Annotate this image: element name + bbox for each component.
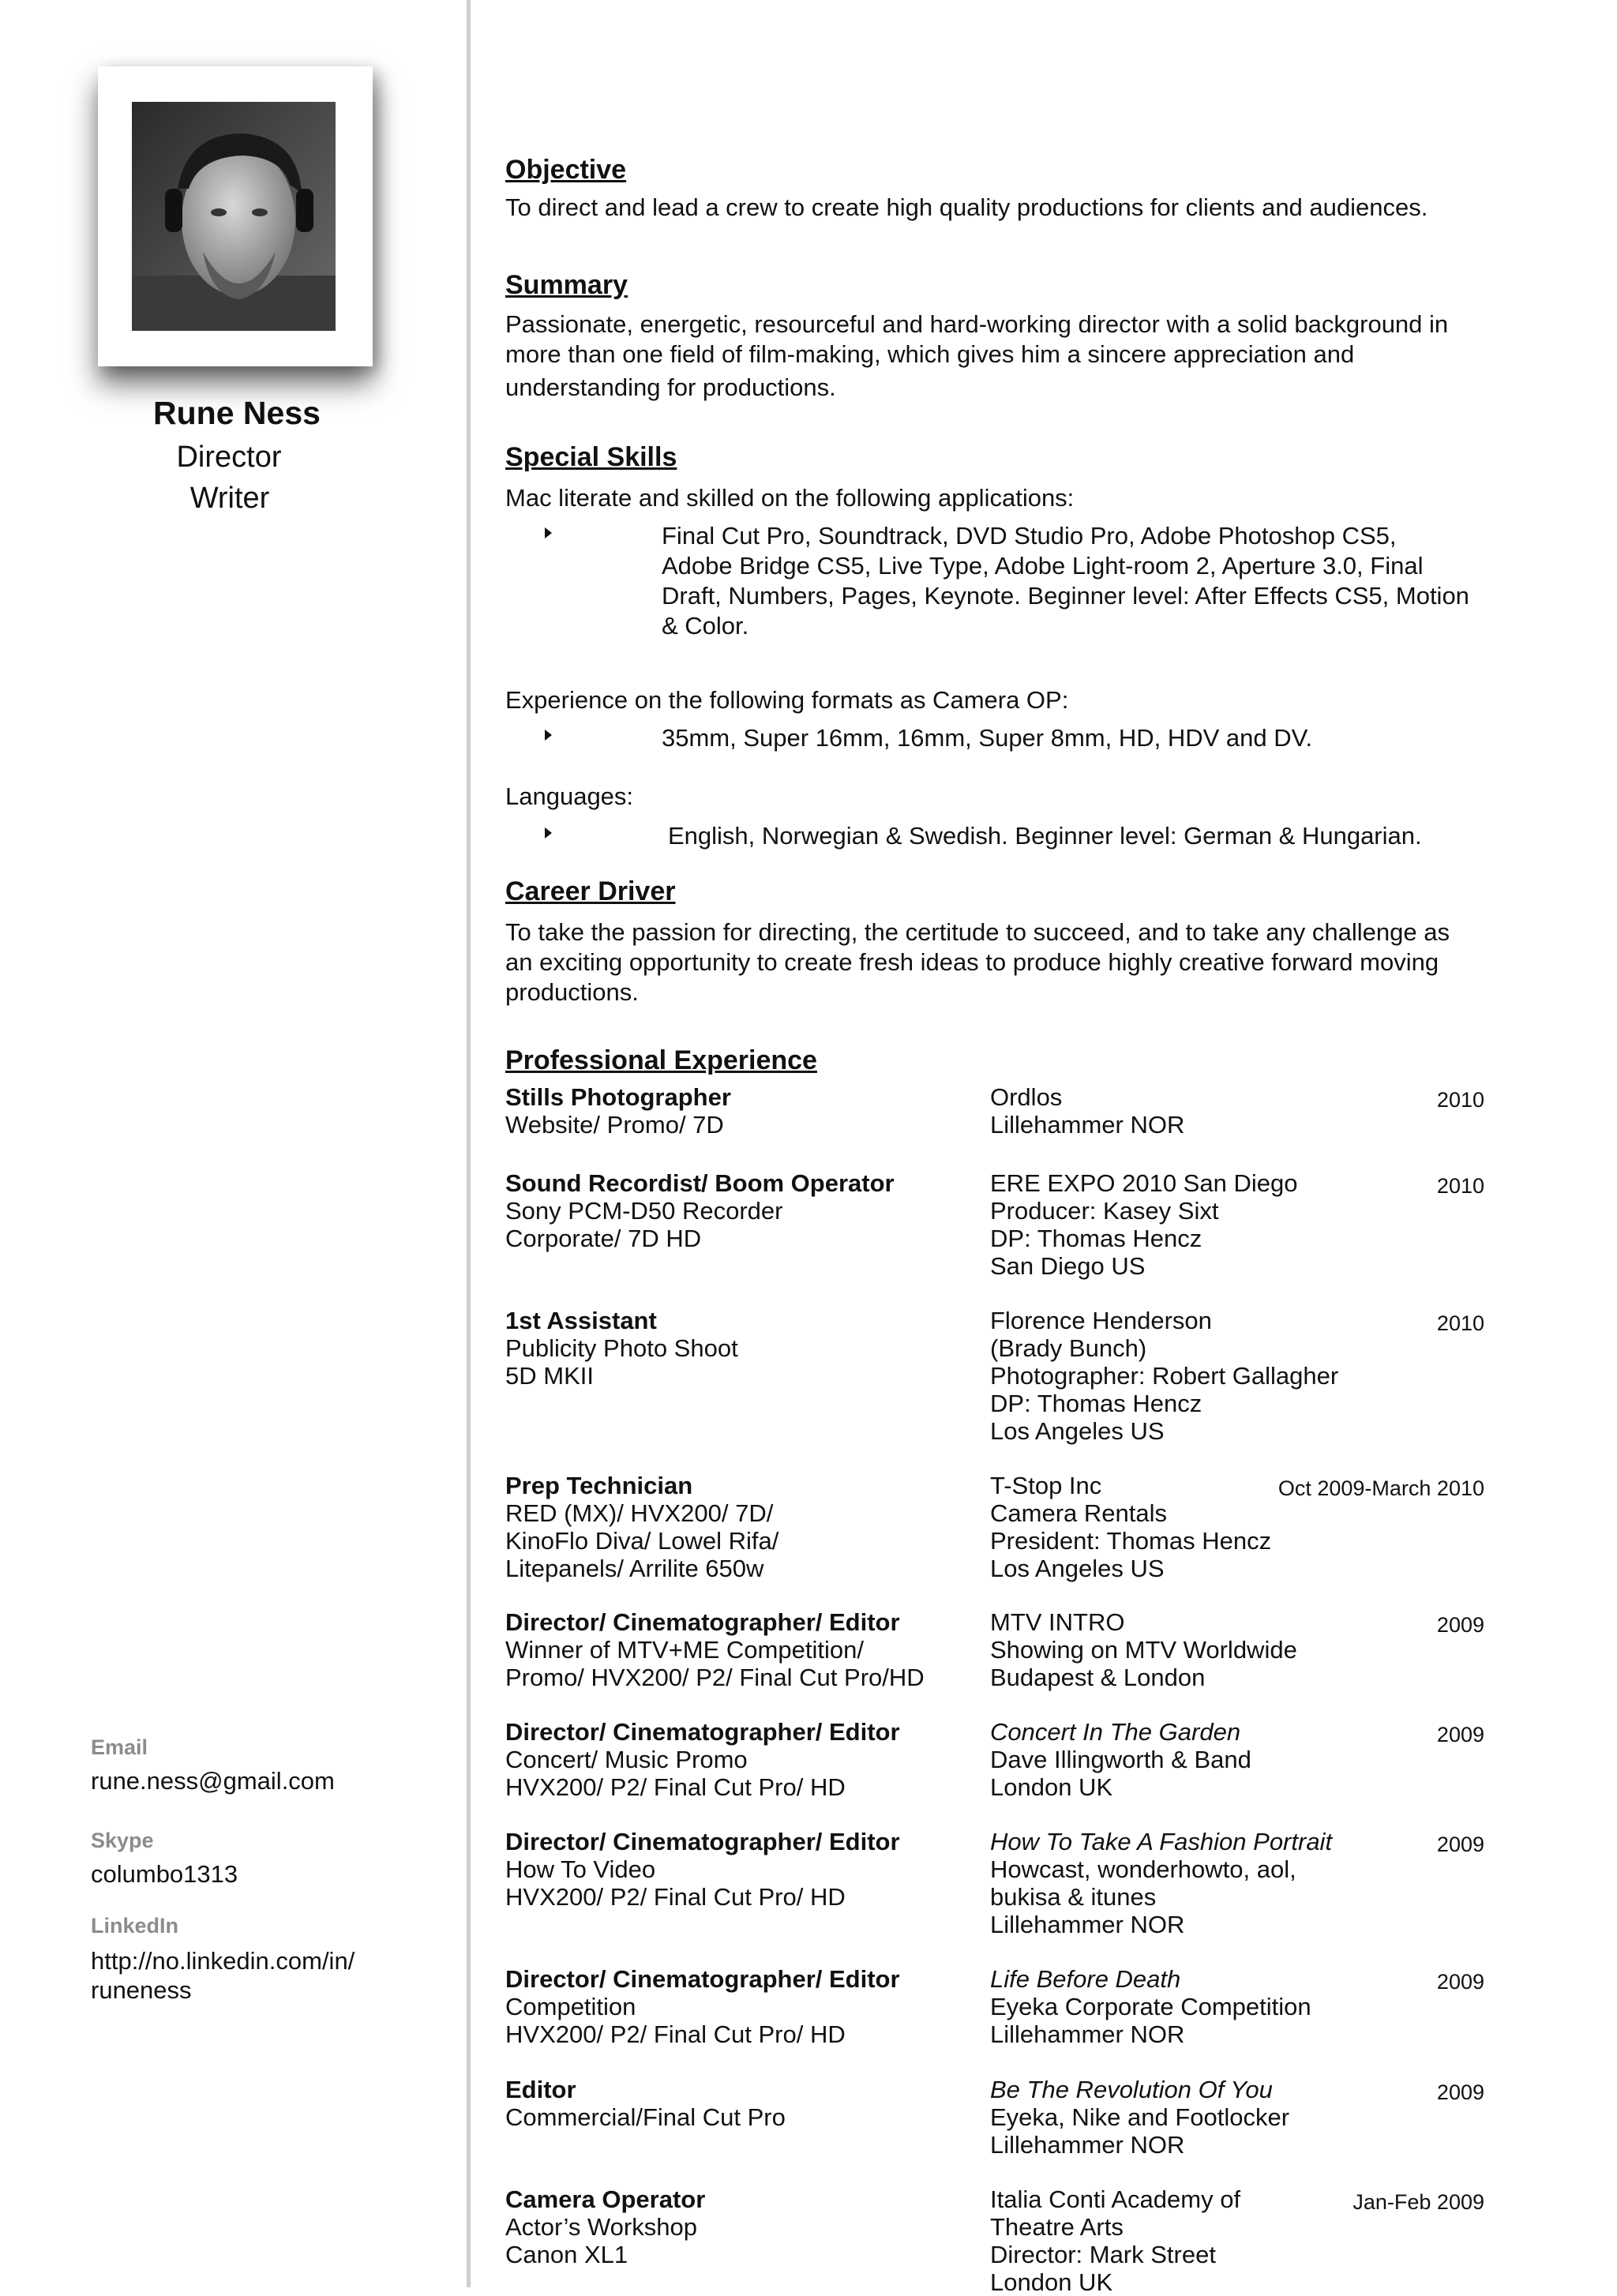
career-driver-line: To take the passion for directing, the certitude to succeed, and to take any challenge as — [505, 918, 1450, 946]
experience-org-detail: (Brady Bunch) — [990, 1334, 1147, 1362]
experience-org-detail: Howcast, wonderhowto, aol, — [990, 1855, 1296, 1883]
experience-org-block — [990, 2076, 1401, 2159]
experience-date: 2009 — [1436, 2080, 1484, 2104]
linkedin-value[interactable] — [91, 1946, 438, 2005]
objective-heading: Objective — [505, 155, 627, 185]
skype-value: columbo1313 — [91, 1860, 238, 1888]
experience-org-detail: London UK — [990, 1773, 1113, 1801]
skills-apps-line: & Color. — [662, 612, 749, 640]
experience-org-detail: Lillehammer NOR — [990, 2020, 1185, 2048]
experience-date: 2010 — [1436, 1088, 1484, 1112]
experience-detail: Actor’s Workshop — [505, 2213, 697, 2241]
email-value[interactable]: rune.ness@gmail.com — [91, 1767, 335, 1795]
experience-title: 1st Assistant — [505, 1307, 657, 1334]
career-driver-line: an exciting opportunity to create fresh ideas to produce highly creative forward moving — [505, 948, 1439, 976]
experience-org-detail: Director: Mark Street — [990, 2241, 1216, 2268]
experience-org: Be The Revolution Of You — [990, 2076, 1273, 2103]
experience-org-detail: Lillehammer NOR — [990, 2131, 1185, 2159]
experience-org-block — [990, 1169, 1401, 1280]
experience-org: Life Before Death — [990, 1965, 1181, 1993]
experience-title: Camera Operator — [505, 2185, 706, 2213]
experience-org-block — [990, 1718, 1401, 1801]
experience-role-block — [505, 1965, 979, 2048]
experience-detail: Canon XL1 — [505, 2241, 628, 2268]
career-driver-line: productions. — [505, 978, 639, 1006]
linkedin-url-line2: runeness — [91, 1976, 192, 2004]
experience-date: 2009 — [1436, 1970, 1484, 1994]
summary-line: Passionate, energetic, resourceful and hard-working director with a solid background in — [505, 310, 1449, 338]
skype-label: Skype — [91, 1829, 154, 1852]
experience-org: ERE EXPO 2010 San Diego — [990, 1169, 1298, 1197]
skills-formats-text: 35mm, Super 16mm, 16mm, Super 8mm, HD, HDV and DV. — [662, 724, 1313, 752]
experience-role-block — [505, 1608, 979, 1691]
experience-role-block — [505, 1307, 979, 1390]
career-driver-heading: Career Driver — [505, 876, 676, 906]
experience-detail: How To Video — [505, 1855, 656, 1883]
experience-detail: HVX200/ P2/ Final Cut Pro/ HD — [505, 2020, 846, 2048]
experience-title: Sound Recordist/ Boom Operator — [505, 1169, 895, 1197]
experience-org-detail: Eyeka Corporate Competition — [990, 1993, 1311, 2020]
career-driver-text — [505, 917, 1484, 1007]
experience-title: Director/ Cinematographer/ Editor — [505, 1828, 900, 1855]
bullet-arrow-icon — [545, 527, 552, 538]
experience-org-detail: Photographer: Robert Gallagher — [990, 1362, 1339, 1390]
experience-date: 2010 — [1436, 1311, 1484, 1335]
experience-detail: Commercial/Final Cut Pro — [505, 2103, 786, 2131]
summary-line: more than one field of film-making, which gives him a sincere appreciation and — [505, 340, 1355, 368]
experience-detail: Publicity Photo Shoot — [505, 1334, 738, 1362]
experience-org: How To Take A Fashion Portrait — [990, 1828, 1333, 1855]
skills-heading: Special Skills — [505, 442, 677, 472]
objective-text: To direct and lead a crew to create high quality productions for clients and audiences. — [505, 193, 1428, 221]
experience-detail: HVX200/ P2/ Final Cut Pro/ HD — [505, 1883, 846, 1911]
experience-org: Florence Henderson — [990, 1307, 1212, 1334]
experience-org-detail: Producer: Kasey Sixt — [990, 1197, 1219, 1225]
experience-org-detail: Los Angeles US — [990, 1417, 1165, 1445]
experience-org-detail: President: Thomas Hencz — [990, 1527, 1272, 1555]
experience-org-detail: Budapest & London — [990, 1664, 1206, 1691]
experience-detail: Winner of MTV+ME Competition/ — [505, 1636, 864, 1664]
experience-org-detail: Dave Illingworth & Band — [990, 1746, 1251, 1773]
profile-photo-frame — [98, 66, 373, 366]
skills-formats-intro: Experience on the following formats as Camera OP: — [505, 686, 1069, 714]
experience-org-detail: Theatre Arts — [990, 2213, 1124, 2241]
experience-detail: Litepanels/ Arrilite 650w — [505, 1555, 764, 1582]
experience-date: 2009 — [1436, 1833, 1484, 1856]
experience-title: Director/ Cinematographer/ Editor — [505, 1608, 900, 1636]
linkedin-url-line1: http://no.linkedin.com/in/ — [91, 1947, 355, 1975]
experience-detail: Website/ Promo/ 7D — [505, 1111, 724, 1139]
skills-languages-text: English, Norwegian & Swedish. Beginner level: German & Hungarian. — [668, 822, 1422, 850]
experience-title: Stills Photographer — [505, 1083, 731, 1111]
experience-org-detail: Los Angeles US — [990, 1555, 1165, 1582]
experience-detail: Corporate/ 7D HD — [505, 1225, 702, 1252]
bullet-arrow-icon — [545, 827, 552, 838]
experience-org-detail: Showing on MTV Worldwide — [990, 1636, 1297, 1664]
experience-org-detail: Lillehammer NOR — [990, 1911, 1185, 1938]
skills-apps-list — [662, 521, 1479, 641]
experience-org-detail: DP: Thomas Hencz — [990, 1225, 1202, 1252]
experience-org-detail: bukisa & itunes — [990, 1883, 1157, 1911]
experience-title: Director/ Cinematographer/ Editor — [505, 1718, 900, 1746]
skills-apps-line: Adobe Bridge CS5, Live Type, Adobe Light-room 2, Aperture 3.0, Final — [662, 552, 1424, 580]
experience-org: Italia Conti Academy of — [990, 2185, 1241, 2213]
experience-org-detail: Lillehammer NOR — [990, 1111, 1185, 1139]
experience-org-detail: London UK — [990, 2268, 1113, 2296]
summary-heading: Summary — [505, 270, 628, 300]
profile-name: Rune Ness — [153, 395, 321, 431]
experience-date: 2009 — [1436, 1723, 1484, 1746]
skills-apps-line: Draft, Numbers, Pages, Keynote. Beginner level: After Effects CS5, Motion — [662, 582, 1469, 610]
profile-photo — [132, 102, 336, 331]
experience-title: Director/ Cinematographer/ Editor — [505, 1965, 900, 1993]
contact-skype — [91, 1829, 438, 1889]
experience-org-block — [990, 1965, 1401, 2048]
experience-detail: Promo/ HVX200/ P2/ Final Cut Pro/HD — [505, 1664, 925, 1691]
experience-date: Jan-Feb 2009 — [1353, 2190, 1484, 2214]
experience-detail: RED (MX)/ HVX200/ 7D/ — [505, 1499, 774, 1527]
experience-org: MTV INTRO — [990, 1608, 1125, 1636]
experience-org: Ordlos — [990, 1083, 1063, 1111]
summary-text — [505, 310, 1484, 403]
experience-org-block — [990, 1307, 1401, 1445]
experience-detail: Concert/ Music Promo — [505, 1746, 748, 1773]
skills-languages-intro: Languages: — [505, 782, 634, 810]
contact-email — [91, 1735, 438, 1795]
skills-apps-line: Final Cut Pro, Soundtrack, DVD Studio Pro, Adobe Photoshop CS5, — [662, 522, 1397, 550]
experience-detail: HVX200/ P2/ Final Cut Pro/ HD — [505, 1773, 846, 1801]
sidebar-divider — [467, 0, 471, 2287]
experience-org: Concert In The Garden — [990, 1718, 1241, 1746]
experience-org-block — [990, 1828, 1401, 1938]
experience-role-block — [505, 1083, 979, 1139]
contact-linkedin — [91, 1914, 438, 2005]
experience-title: Editor — [505, 2076, 576, 2103]
experience-title: Prep Technician — [505, 1472, 693, 1499]
experience-org-detail: Camera Rentals — [990, 1499, 1167, 1527]
email-label: Email — [91, 1735, 148, 1759]
experience-org-block — [990, 1608, 1401, 1691]
experience-detail: Competition — [505, 1993, 636, 2020]
bullet-arrow-icon — [545, 730, 552, 741]
experience-role-block — [505, 1718, 979, 1801]
experience-heading: Professional Experience — [505, 1045, 817, 1075]
profile-heading — [87, 395, 387, 519]
skills-apps-intro: Mac literate and skilled on the following applications: — [505, 484, 1075, 512]
experience-role-block — [505, 2185, 979, 2268]
experience-org-detail: San Diego US — [990, 1252, 1146, 1280]
experience-role-block — [505, 1828, 979, 1911]
experience-date: 2009 — [1436, 1613, 1484, 1637]
experience-org-detail: Eyeka, Nike and Footlocker — [990, 2103, 1290, 2131]
experience-org-block — [990, 1083, 1401, 1139]
experience-date: 2010 — [1436, 1174, 1484, 1198]
experience-role-block — [505, 1472, 979, 1582]
summary-line: understanding for productions. — [505, 373, 836, 401]
experience-detail: Sony PCM-D50 Recorder — [505, 1197, 783, 1225]
experience-org-block — [990, 2185, 1401, 2296]
profile-role-writer: Writer — [189, 482, 270, 515]
linkedin-label: LinkedIn — [91, 1914, 179, 1938]
experience-org: T-Stop Inc — [990, 1472, 1102, 1499]
experience-role-block — [505, 1169, 979, 1252]
experience-role-block — [505, 2076, 979, 2131]
experience-org-detail: DP: Thomas Hencz — [990, 1390, 1202, 1417]
profile-role-director: Director — [176, 441, 282, 474]
experience-date: Oct 2009-March 2010 — [1277, 1476, 1484, 1500]
experience-detail: 5D MKII — [505, 1362, 594, 1390]
experience-detail: KinoFlo Diva/ Lowel Rifa/ — [505, 1527, 779, 1555]
